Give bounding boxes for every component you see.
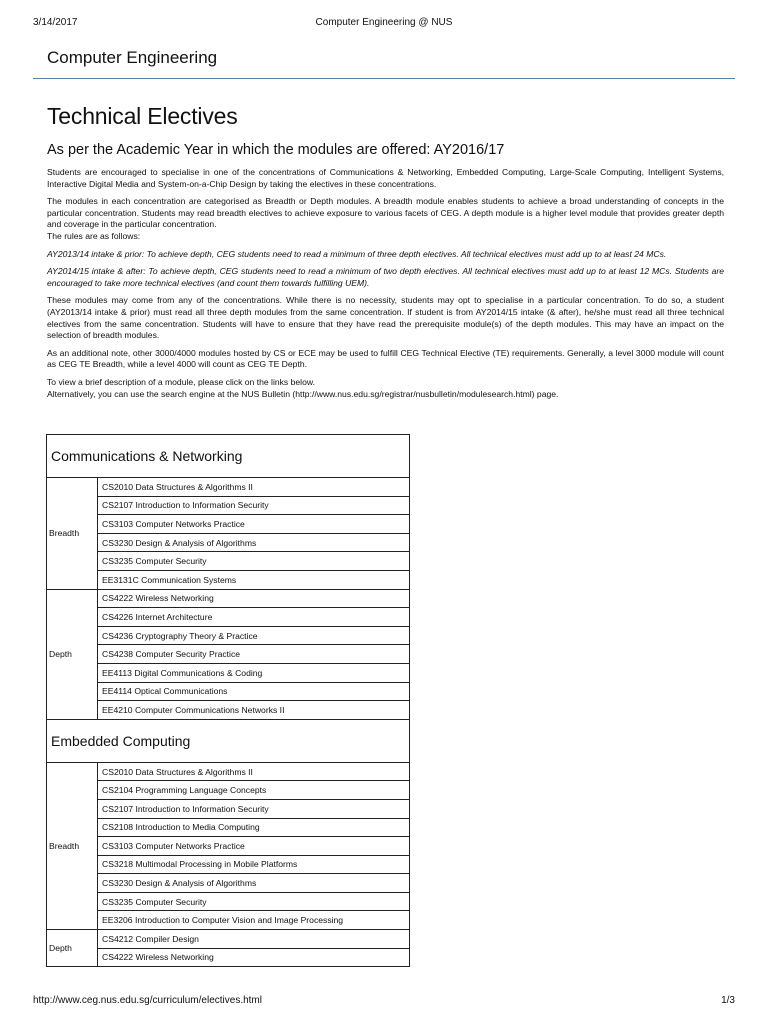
module-link[interactable]: CS4222 Wireless Networking [98, 948, 410, 967]
module-link[interactable]: CS2108 Introduction to Media Computing [98, 818, 410, 837]
table-row [47, 930, 410, 949]
module-link[interactable]: CS4238 Computer Security Practice [98, 645, 410, 664]
module-link[interactable]: CS2107 Introduction to Information Security [98, 496, 410, 515]
page-heading: Technical Electives [47, 103, 238, 129]
module-link[interactable]: CS3235 Computer Security [98, 892, 410, 911]
module-link[interactable]: CS4222 Wireless Networking [98, 589, 410, 608]
academic-year-subheading: As per the Academic Year in which the modules are offered: AY2016/17 [47, 142, 505, 158]
table-row [47, 855, 410, 874]
module-link[interactable]: CS3103 Computer Networks Practice [98, 837, 410, 856]
module-link[interactable]: CS3235 Computer Security [98, 552, 410, 571]
module-link[interactable]: EE3206 Introduction to Computer Vision and Image Processing [98, 911, 410, 930]
intro-text [47, 167, 724, 400]
print-url: http://www.ceg.nus.edu.sg/curriculum/electives.html [33, 995, 262, 1006]
paragraph-breadth-depth: The modules in each concentration are categorised as Breadth or Depth modules. A breadth module enables students to achieve a broad understanding of concepts in the particular concentration. Students may read breadth electives to achieve exposure to various facets of CEG. A depth module is a higher level module that provides greater depth and coverage in the particular concentration. [47, 196, 724, 230]
module-link[interactable]: CS3230 Design & Analysis of Algorithms [98, 533, 410, 552]
module-link[interactable]: CS2010 Data Structures & Algorithms II [98, 478, 410, 497]
table-row [47, 533, 410, 552]
table-row [47, 570, 410, 589]
module-link[interactable]: EE4113 Digital Communications & Coding [98, 663, 410, 682]
paragraph-bulletin-link[interactable]: Alternatively, you can use the search engine at the NUS Bulletin (http://www.nus.edu.sg/registrar/nusbulletin/modulesearch.html) page. [47, 388, 559, 399]
category-breadth: Breadth [47, 478, 98, 590]
print-header [33, 17, 735, 31]
paragraph-concentrations: Students are encouraged to specialise in one of the concentrations of Communications & Networking, Embedded Computing, Large-Scale Computing, Intelligent Systems, Interactive Digital Media and System-on-a-Chip Design by taking the electives in these concentrations. [47, 167, 724, 189]
table-row [47, 911, 410, 930]
concentration-title-communications-networking: Communications & Networking [47, 435, 410, 478]
module-link[interactable]: EE4114 Optical Communications [98, 682, 410, 701]
table-row [47, 874, 410, 893]
paragraph-view-description: To view a brief description of a module, please click on the links below. [47, 376, 315, 387]
module-link[interactable]: CS4236 Cryptography Theory & Practice [98, 626, 410, 645]
module-link[interactable]: EE3131C Communication Systems [98, 570, 410, 589]
concentration-tables [46, 434, 410, 967]
category-breadth: Breadth [47, 762, 98, 929]
paragraph-specialise: These modules may come from any of the concentrations. While there is no necessity, students may opt to specialise in a particular concentration. To do so, a student (AY2013/14 intake & prior) must read all three depth modules from the same concentration. If student is from AY2014/15 intake (& after), he/she must read all three technical electives from the same concentration. Students will have to ensure that they have read the prerequisite module(s) of the depth modules. This may have an impact on the selection of breadth modules. [47, 295, 724, 341]
table-row [47, 892, 410, 911]
table-row [47, 552, 410, 571]
table-row [47, 663, 410, 682]
table-row [47, 682, 410, 701]
concentration-header-row [47, 435, 410, 478]
table-row [47, 762, 410, 781]
page-number: 1/3 [721, 995, 735, 1006]
module-link[interactable]: CS2107 Introduction to Information Security [98, 799, 410, 818]
table-row [47, 589, 410, 608]
site-title[interactable]: Computer Engineering [47, 48, 218, 67]
paragraph-rule-ay2013: AY2013/14 intake & prior: To achieve depth, CEG students need to read a minimum of three depth electives. All technical electives must add up to at least 24 MCs. [47, 248, 667, 259]
table-row [47, 818, 410, 837]
paragraph-additional-note: As an additional note, other 3000/4000 modules hosted by CS or ECE may be used to fulfill CEG Technical Elective (TE) requirements. Generally, a level 3000 module will count as CEG TE Breadth, while a level 4000 will count as CEG TE Depth. [47, 347, 724, 370]
category-depth: Depth [47, 930, 98, 967]
table-row [47, 496, 410, 515]
table-row [47, 608, 410, 627]
table-row [47, 645, 410, 664]
table-row [47, 837, 410, 856]
table-row [47, 701, 410, 720]
module-link[interactable]: CS2104 Programming Language Concepts [98, 781, 410, 800]
print-date: 3/14/2017 [33, 17, 78, 28]
paragraph-rule-ay2014: AY2014/15 intake & after: To achieve depth, CEG students need to read a minimum of two depth electives. All technical electives must add up to at least 12 MCs. Students are encouraged to take more technical electives (and count them towards fulfilling UEM). [47, 266, 724, 288]
paragraph-rules-intro: The rules are as follows: [47, 230, 141, 241]
print-footer [33, 995, 735, 1009]
print-page-title: Computer Engineering @ NUS [315, 17, 453, 28]
module-link[interactable]: CS4212 Compiler Design [98, 930, 410, 949]
table-row [47, 515, 410, 534]
table-row [47, 799, 410, 818]
table-row [47, 478, 410, 497]
table-row [47, 626, 410, 645]
module-link[interactable]: CS3230 Design & Analysis of Algorithms [98, 874, 410, 893]
module-link[interactable]: CS3103 Computer Networks Practice [98, 515, 410, 534]
concentration-header-row [47, 719, 410, 762]
table-row [47, 948, 410, 967]
category-depth: Depth [47, 589, 98, 719]
module-link[interactable]: CS3218 Multimodal Processing in Mobile Platforms [98, 855, 410, 874]
table-row [47, 781, 410, 800]
concentrations-table [46, 434, 410, 967]
module-link[interactable]: EE4210 Computer Communications Networks II [98, 701, 410, 720]
module-link[interactable]: CS2010 Data Structures & Algorithms II [98, 762, 410, 781]
concentration-title-embedded-computing: Embedded Computing [47, 719, 410, 762]
module-link[interactable]: CS4226 Internet Architecture [98, 608, 410, 627]
header-divider [33, 78, 735, 79]
